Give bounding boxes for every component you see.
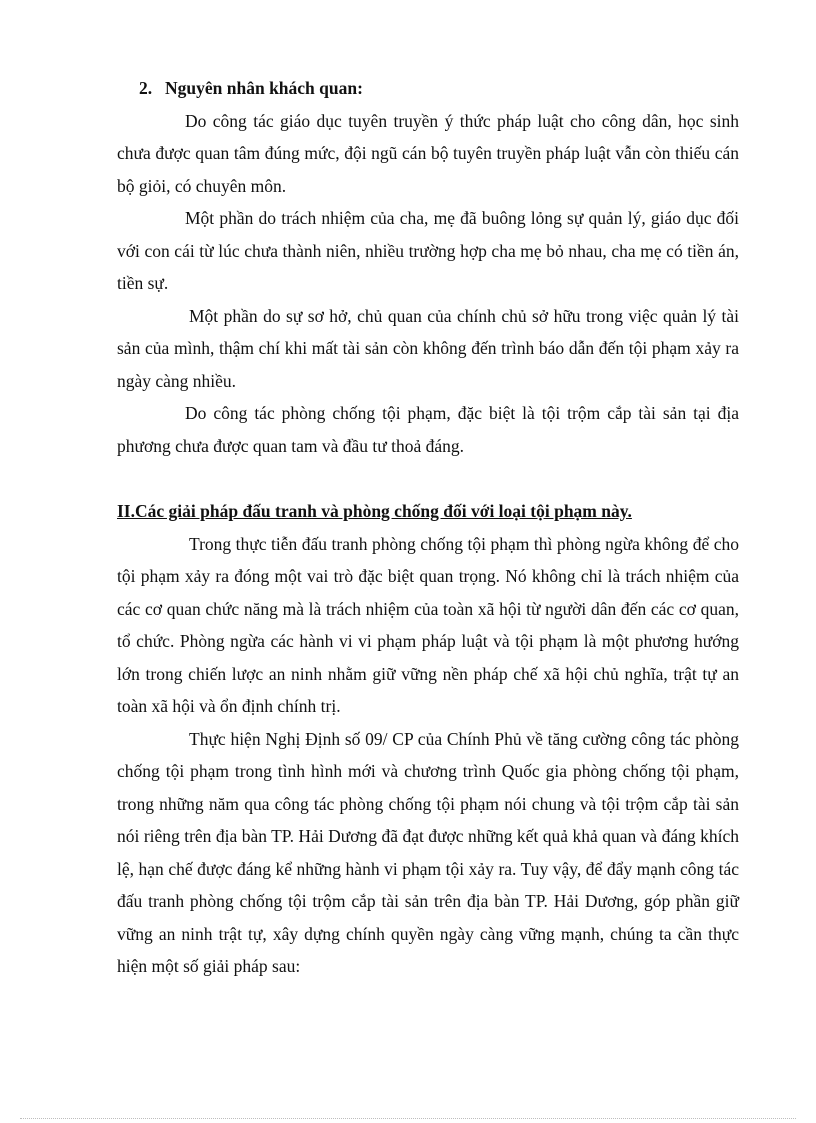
heading-title: Nguyên nhân khách quan: [165, 78, 363, 98]
section-heading-2 [117, 72, 739, 105]
page-bottom-divider [20, 1118, 796, 1119]
section-title-II: II.Các giải pháp đấu tranh và phòng chống đối với loại tội phạm này. [117, 501, 632, 521]
paragraph-3: Một phần do sự sơ hở, chủ quan của chính chủ sở hữu trong việc quản lý tài sản của mình, thậm chí khi mất tài sản còn không đến trình báo dẫn đến tội phạm xảy ra ngày càng nhiều. [117, 305, 739, 391]
document-body [117, 72, 739, 983]
paragraph-6: Thực hiện Nghị Định số 09/ CP của Chính Phủ về tăng cường công tác phòng chống tội phạm trong tình hình mới và chương trình Quốc gia phòng chống tội phạm, trong những năm qua công tác phòng chống tội phạm nói chung và tội trộm cắp tài sản nói riêng trên địa bàn TP. Hải Dương đã đạt được những kết quả khả quan và đáng khích lệ, hạn chế được đáng kể những hành vi phạm tội xảy ra. Tuy vậy, để đẩy mạnh công tác đấu tranh phòng chống tội trộm cắp tài sản trên địa bàn TP. Hải Dương, góp phần giữ vững an ninh trật tự, xây dựng chính quyền ngày càng vững mạnh, chúng ta cần thực hiện một số giải pháp sau: [117, 728, 739, 976]
paragraph-1: Do công tác giáo dục tuyên truyền ý thức pháp luật cho công dân, học sinh chưa được quan tâm đúng mức, đội ngũ cán bộ tuyên truyền pháp luật vẫn còn thiếu cán bộ giỏi, có chuyên môn. [117, 110, 739, 196]
heading-number: 2. [139, 78, 153, 98]
paragraph-4: Do công tác phòng chống tội phạm, đặc biệt là tội trộm cắp tài sản tại địa phương chưa được quan tam và đầu tư thoả đáng. [117, 403, 739, 456]
paragraph-2: Một phần do trách nhiệm của cha, mẹ đã buông lỏng sự quản lý, giáo dục đối với con cái từ lúc chưa thành niên, nhiều trường hợp cha mẹ bỏ nhau, cha mẹ có tiền án, tiền sự. [117, 208, 739, 293]
paragraph-5: Trong thực tiễn đấu tranh phòng chống tội phạm thì phòng ngừa không để cho tội phạm xảy ra đóng một vai trò đặc biệt quan trọng. Nó không chỉ là trách nhiệm của các cơ quan chức năng mà là trách nhiệm của toàn xã hội từ người dân đến các cơ quan, tổ chức. Phòng ngừa các hành vi vi phạm pháp luật và tội phạm là một phương hướng lớn trong chiến lược an ninh nhằm giữ vững nền pháp chế xã hội chủ nghĩa, trật tự an toàn xã hội và ổn định chính trị. [117, 533, 739, 716]
